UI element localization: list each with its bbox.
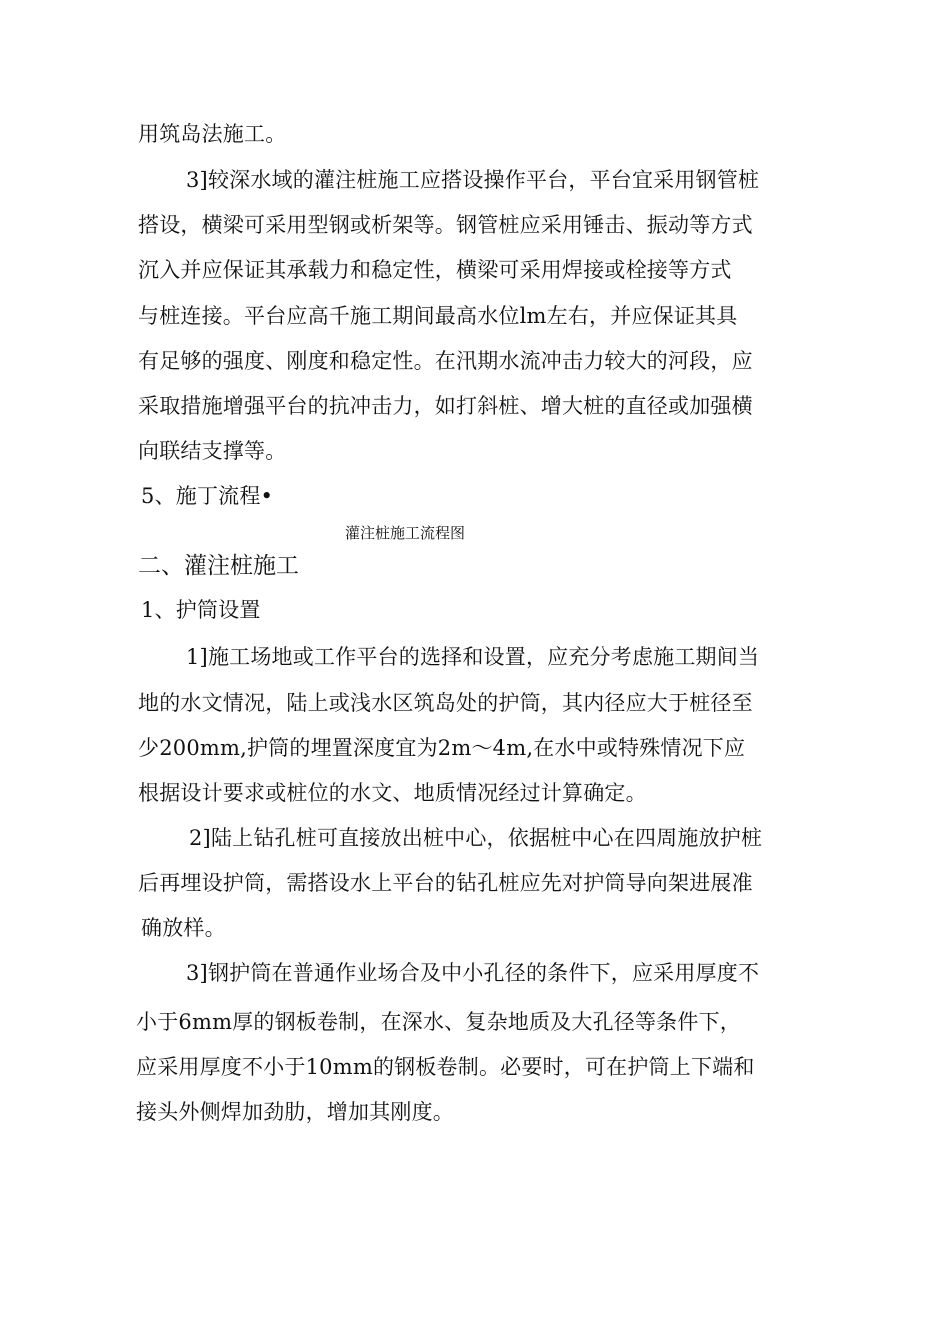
text-line: 应采用厚度不小于10mm的钢板卷制。必要时，可在护筒上下端和 <box>136 1055 755 1079</box>
text-line: 采取措施增强平台的抗冲击力，如打斜桩、增大桩的直径或加强横 <box>138 394 753 418</box>
text-line: 接头外侧焊加劲肋，增加其刚度。 <box>136 1100 454 1124</box>
text-line: 有足够的强度、刚度和稳定性。在汛期水流冲击力较大的河段，应 <box>138 349 753 373</box>
chapter-heading: 二、灌注桩施工 <box>138 553 299 579</box>
section-heading: 5、施丁流程• <box>141 484 274 508</box>
figure-caption: 灌注桩施工流程图 <box>345 524 466 542</box>
text-line: 2]陆上钻孔桩可直接放出桩中心，依据桩中心在四周施放护桩 <box>189 826 763 850</box>
text-line: 用筑岛法施工。 <box>138 122 287 146</box>
text-line: 确放样。 <box>141 916 226 940</box>
text-line: 3]较深水域的灌注桩施工应搭设操作平台，平台宜采用钢管桩 <box>186 168 760 192</box>
text-line: 向联结支撑等。 <box>138 439 287 463</box>
text-line: 根据设计要求或桩位的水文、地质情况经过计算确定。 <box>138 781 647 805</box>
text-line: 搭设，横梁可采用型钢或析架等。钢管桩应采用锤击、振动等方式 <box>138 213 753 237</box>
text-line: 地的水文情况，陆上或浅水区筑岛处的护筒，其内径应大于桩径至 <box>138 691 753 715</box>
text-line: 少200mm,护筒的埋置深度宜为2m～4m,在水中或特殊情况下应 <box>138 736 746 760</box>
text-line: 小于6mm厚的钢板卷制，在深水、复杂地质及大孔径等条件下， <box>136 1010 741 1034</box>
text-line: 1]施工场地或工作平台的选择和设置，应充分考虑施工期间当 <box>186 645 760 669</box>
section-heading: 1、护筒设置 <box>141 598 261 622</box>
text-line: 与桩连接。平台应高千施工期间最高水位lm左右，并应保证其具 <box>138 304 738 328</box>
text-line: 沉入并应保证其承载力和稳定性，横梁可采用焊接或栓接等方式 <box>138 258 732 282</box>
text-line: 3]钢护筒在普通作业场合及中小孔径的条件下，应采用厚度不 <box>186 961 760 985</box>
text-line: 后再埋设护筒，需搭设水上平台的钻孔桩应先对护筒导向架进展准 <box>138 871 753 895</box>
